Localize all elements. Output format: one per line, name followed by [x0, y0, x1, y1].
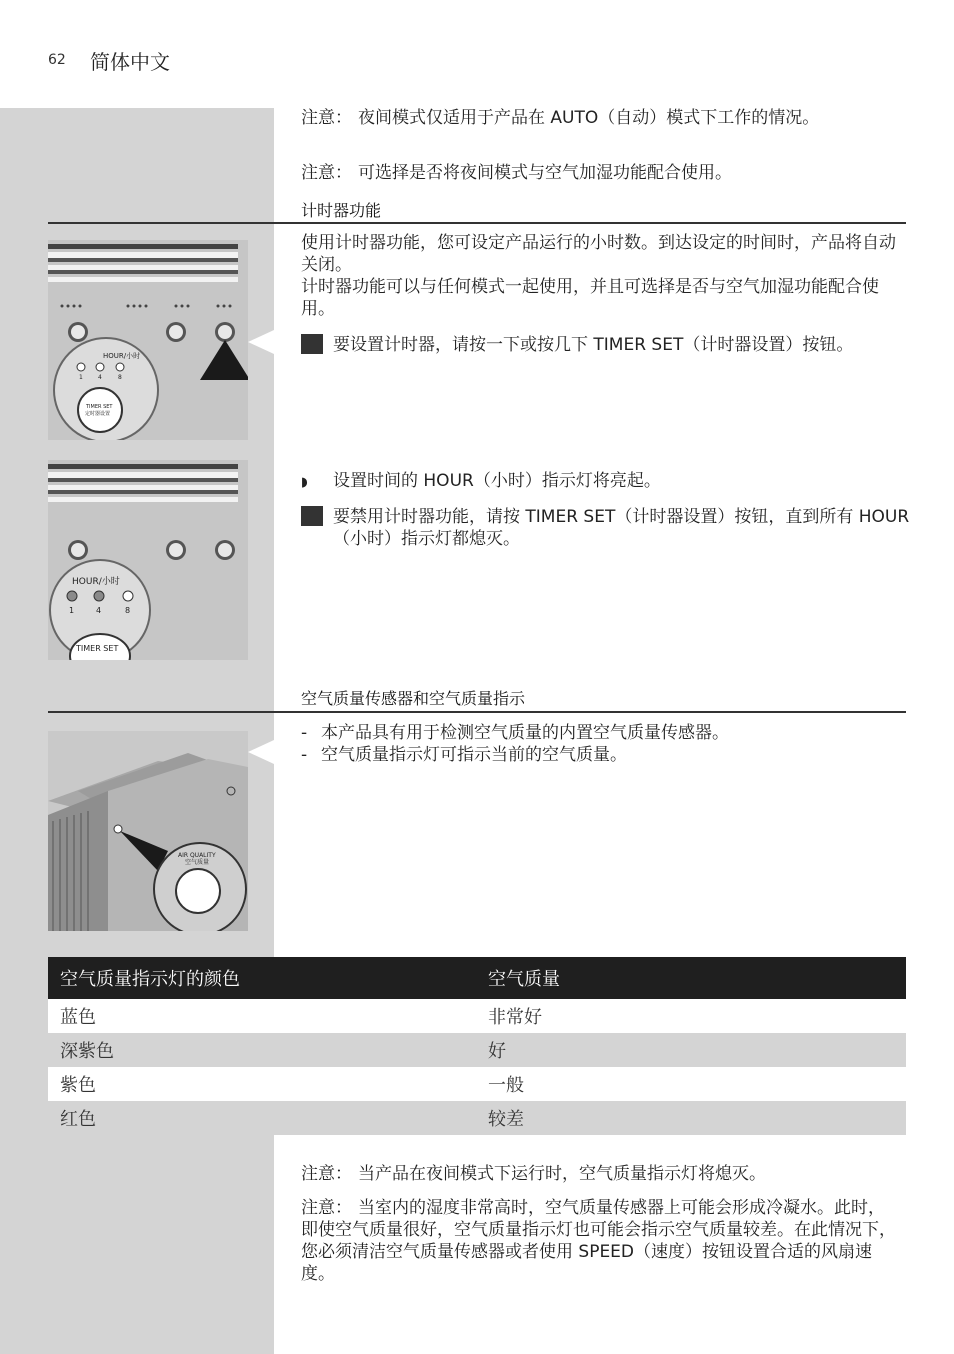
svg-text:8: 8: [118, 374, 122, 381]
note-humidity-condensation: 注意： 当室内的湿度非常高时，空气质量传感器上可能会形成冷凝水。此时，即使空气质量很好，空气质量指示灯也可能会指示空气质量较差。在此情况下，您必须清洁空气质量传感器或者使用 SPEED（速度）按钮设置合适的风扇速度。: [301, 1198, 896, 1284]
table-cell: 一般: [476, 1067, 906, 1101]
figure-air-quality-sensor: [48, 731, 248, 931]
svg-text:4: 4: [96, 606, 102, 615]
table-header-row: [48, 957, 906, 999]
air-quality-item-1: - 本产品具有用于检测空气质量的内置空气质量传感器。: [301, 723, 729, 743]
svg-text:HOUR/小时: HOUR/小时: [103, 352, 141, 360]
svg-text:定时器设置: 定时器设置: [85, 411, 111, 417]
figure-3-pointer: [248, 740, 274, 764]
table-row: [48, 1033, 906, 1067]
control-panel-illustration: [48, 240, 248, 440]
timer-step-2: 2 要禁用计时器功能，请按 TIMER SET（计时器设置）按钮，直到所有 HOUR（小时）指示灯都熄灭。: [291, 507, 910, 549]
figure-1-pointer: [248, 330, 274, 354]
control-panel-illustration-2: [48, 460, 248, 660]
table-row: [48, 999, 906, 1033]
table-cell: 较差: [476, 1101, 906, 1135]
timer-result: ◗ 设置时间的 HOUR（小时）指示灯将亮起。: [301, 470, 896, 494]
svg-text:8: 8: [125, 606, 131, 615]
svg-text:1: 1: [69, 606, 75, 615]
result-bullet-icon: ◗: [301, 475, 308, 490]
table-cell: 蓝色: [48, 999, 476, 1033]
svg-text:HOUR/小时: HOUR/小时: [72, 577, 120, 587]
svg-text:空气质量: 空气质量: [185, 859, 210, 866]
timer-rule: [48, 222, 906, 224]
air-quality-heading: 空气质量传感器和空气质量指示: [301, 689, 526, 708]
page-number: 62: [48, 52, 66, 68]
air-quality-rule: [48, 711, 906, 713]
note-night-light-off: 注意： 当产品在夜间模式下运行时，空气质量指示灯将熄灭。: [301, 1164, 766, 1184]
svg-text:AIR QUALITY: AIR QUALITY: [178, 852, 216, 859]
table-cell: 非常好: [476, 999, 906, 1033]
timer-intro-1: 使用计时器功能，您可设定产品运行的小时数。到达设定的时间时，产品将自动关闭。: [301, 233, 896, 275]
table-header-quality: 空气质量: [476, 957, 906, 999]
note-night-auto: 注意： 夜间模式仅适用于产品在 AUTO（自动）模式下工作的情况。: [301, 108, 820, 128]
timer-intro-2: 计时器功能可以与任何模式一起使用，并且可选择是否与空气加湿功能配合使用。: [301, 277, 879, 319]
table-row: [48, 1101, 906, 1135]
svg-text:TIMER SET: TIMER SET: [76, 644, 119, 653]
table-row: [48, 1067, 906, 1101]
table-cell: 好: [476, 1033, 906, 1067]
figure-timer-set-press: [48, 240, 248, 440]
air-quality-table: [48, 957, 906, 1135]
air-quality-item-2: - 空气质量指示灯可指示当前的空气质量。: [301, 745, 627, 765]
svg-text:1: 1: [79, 374, 83, 381]
purifier-top-illustration: [48, 731, 248, 931]
table-cell: 红色: [48, 1101, 476, 1135]
page-language-title: 简体中文: [90, 50, 170, 74]
svg-text:TIMER SET: TIMER SET: [86, 404, 113, 410]
timer-heading: 计时器功能: [301, 201, 382, 220]
table-header-color: 空气质量指示灯的颜色: [48, 957, 476, 999]
svg-text:4: 4: [98, 374, 102, 381]
timer-step-1: 1 要设置计时器，请按一下或按几下 TIMER SET（计时器设置）按钮。: [291, 335, 854, 355]
table-cell: 紫色: [48, 1067, 476, 1101]
step-2-badge: 2: [301, 506, 323, 526]
step-1-badge: 1: [301, 334, 323, 354]
note-night-humidify: 注意： 可选择是否将夜间模式与空气加湿功能配合使用。: [301, 163, 732, 183]
table-cell: 深紫色: [48, 1033, 476, 1067]
figure-hour-lights: [48, 460, 248, 660]
